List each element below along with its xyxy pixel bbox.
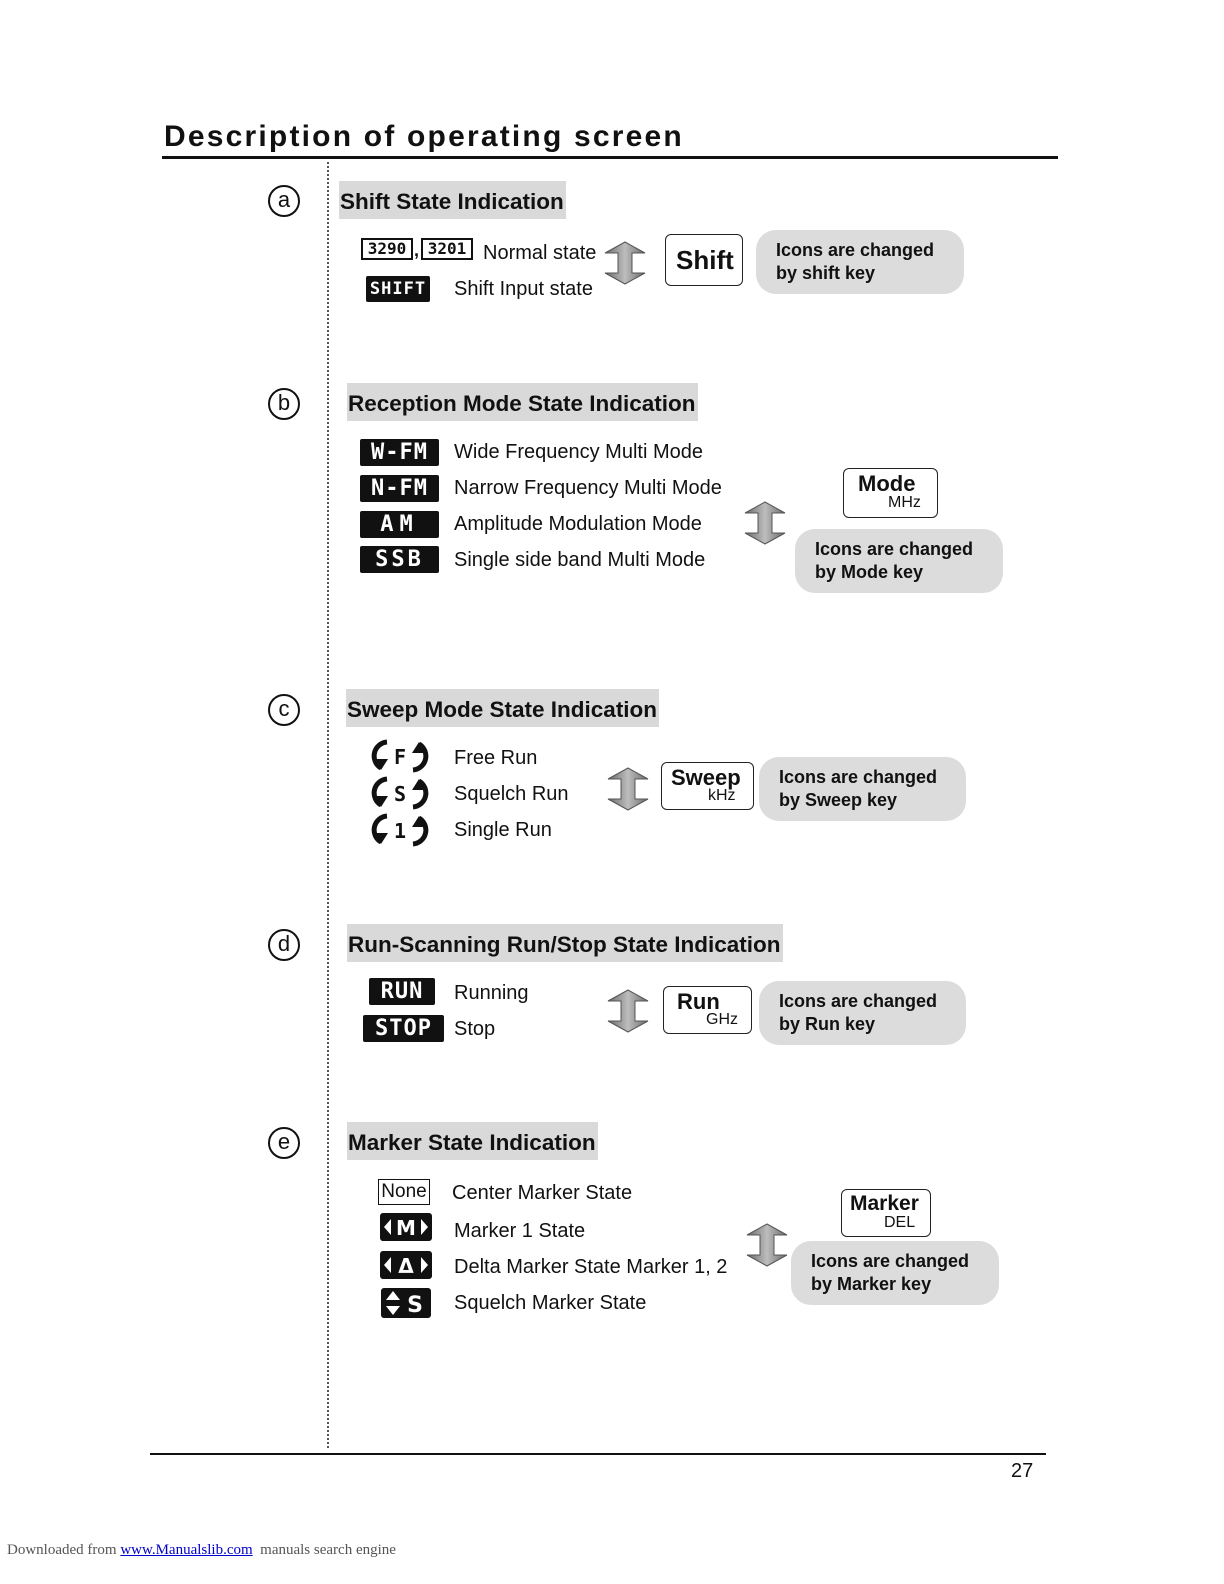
section-marker-c: c (268, 694, 300, 726)
icon-separator: , (414, 240, 420, 260)
section-marker-e: e (268, 1127, 300, 1159)
squelch-run-icon (371, 776, 429, 810)
label-running: Running (454, 982, 529, 1004)
lcd-icon-3201: 3201 (421, 238, 473, 260)
label-squelch-run: Squelch Run (454, 783, 569, 805)
double-arrow-icon (743, 500, 787, 546)
page-title: Description of operating screen (164, 120, 684, 153)
label-delta-marker: Delta Marker State Marker 1, 2 (454, 1256, 728, 1278)
title-rule (162, 156, 1058, 159)
squelch-run-icon-glyph: S (393, 782, 407, 806)
marker-1-icon-glyph: M (396, 1216, 416, 1240)
run-key[interactable] (663, 986, 752, 1034)
mode-key-sub-label: MHz (888, 494, 921, 511)
bubble-sweep-key (759, 757, 966, 821)
shift-key[interactable] (665, 234, 743, 286)
bubble-line-2: by shift key (776, 263, 876, 283)
bubble-line-2: by Sweep key (779, 790, 898, 810)
sweep-key-label: Sweep (671, 765, 741, 790)
page-number: 27 (1011, 1460, 1034, 1482)
double-arrow-icon (606, 766, 650, 812)
section-marker-a: a (268, 185, 300, 217)
sweep-key-sub-label: kHz (708, 787, 736, 804)
bubble-line-2: by Marker key (811, 1274, 932, 1294)
bubble-marker-key (791, 1241, 999, 1305)
label-marker-1: Marker 1 State (454, 1220, 586, 1242)
single-run-icon-glyph: 1 (393, 819, 407, 843)
lcd-icon-wfm: W-FM (360, 439, 439, 466)
delta-marker-icon-glyph: Δ (398, 1254, 414, 1278)
bubble-run-key (759, 981, 966, 1045)
squelch-marker-icon-glyph: S (407, 1293, 423, 1318)
label-wide-frequency: Wide Frequency Multi Mode (454, 441, 703, 463)
bubble-line-1: Icons are changed (779, 767, 938, 787)
delta-marker-icon (380, 1251, 432, 1279)
label-squelch-marker: Squelch Marker State (454, 1292, 647, 1314)
marker-key-sub-label: DEL (884, 1214, 916, 1231)
free-run-icon-glyph: F (393, 745, 407, 769)
label-free-run: Free Run (454, 747, 538, 769)
marker-key-label: Marker (850, 1192, 919, 1215)
section-title-marker: Marker State Indication (347, 1122, 598, 1160)
section-title-reception: Reception Mode State Indication (347, 383, 698, 421)
section-marker-d: d (268, 929, 300, 961)
download-footer (7, 1542, 396, 1559)
run-key-label: Run (677, 989, 720, 1014)
bubble-mode-key (795, 529, 1003, 593)
label-normal-state: Normal state (483, 242, 597, 264)
mode-key-label: Mode (858, 471, 916, 496)
label-shift-input-state: Shift Input state (454, 278, 593, 300)
single-run-icon (371, 813, 429, 847)
squelch-marker-icon (381, 1288, 431, 1318)
lcd-icon-3290: 3290 (361, 238, 413, 260)
bubble-shift-key (756, 230, 964, 294)
lcd-icon-shift: SHIFT (366, 276, 430, 302)
marker-1-icon (380, 1213, 432, 1241)
section-divider-line (327, 162, 329, 1448)
manualslib-link[interactable]: www.Manualslib.com (120, 1542, 253, 1558)
lcd-icon-nfm: N-FM (360, 475, 439, 502)
bubble-line-1: Icons are changed (776, 240, 935, 260)
footer-suffix: manuals search engine (252, 1542, 396, 1558)
lcd-icon-run: RUN (369, 978, 435, 1005)
lcd-icon-ssb: SSB (360, 546, 439, 573)
lcd-icon-none: None (378, 1179, 430, 1205)
marker-key[interactable] (841, 1189, 931, 1237)
label-single-side-band: Single side band Multi Mode (454, 549, 706, 571)
bubble-line-2: by Mode key (815, 562, 924, 582)
label-center-marker: Center Marker State (452, 1182, 633, 1204)
free-run-icon (371, 739, 429, 773)
bubble-line-1: Icons are changed (815, 539, 974, 559)
label-stop: Stop (454, 1018, 496, 1040)
sweep-key[interactable] (661, 762, 754, 810)
section-title-sweep: Sweep Mode State Indication (346, 689, 659, 727)
lcd-icon-stop: STOP (363, 1015, 444, 1042)
double-arrow-icon (603, 240, 647, 286)
bottom-rule (150, 1453, 1046, 1455)
run-key-sub-label: GHz (706, 1011, 738, 1028)
section-title-run-scanning: Run-Scanning Run/Stop State Indication (347, 924, 783, 962)
label-narrow-frequency: Narrow Frequency Multi Mode (454, 477, 722, 499)
bubble-line-2: by Run key (779, 1014, 876, 1034)
double-arrow-icon (606, 988, 650, 1034)
mode-key[interactable] (843, 468, 938, 518)
section-title-shift: Shift State Indication (339, 181, 566, 219)
lcd-icon-am: AM (360, 511, 439, 538)
bubble-line-1: Icons are changed (779, 991, 938, 1011)
section-marker-b: b (268, 388, 300, 420)
label-amplitude-modulation: Amplitude Modulation Mode (454, 513, 702, 535)
label-single-run: Single Run (454, 819, 552, 841)
bubble-line-1: Icons are changed (811, 1251, 970, 1271)
shift-key-label: Shift (676, 245, 734, 275)
footer-prefix: Downloaded from (7, 1542, 121, 1558)
double-arrow-icon (745, 1222, 789, 1268)
